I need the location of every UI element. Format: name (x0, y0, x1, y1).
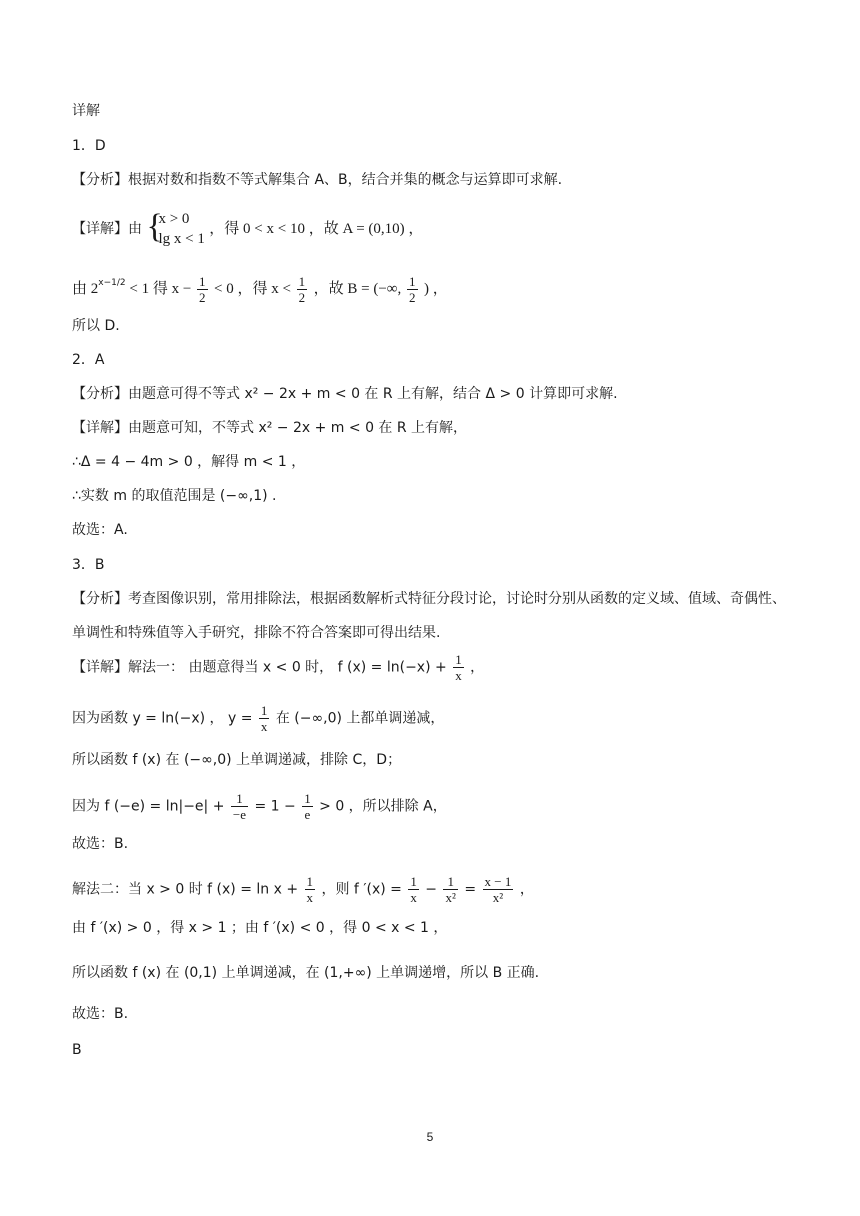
q1-l2-c: < 0 ，得 x < (214, 281, 295, 297)
q3-m2-l1-e: ， (519, 881, 534, 898)
q3-m2-line1 (72, 874, 534, 905)
fraction-half: $\frac{1}{2}$ (409, 273, 416, 305)
q1-l2-e: ) ， (423, 281, 448, 297)
q1-l2-b: < 1 得 x − (125, 281, 196, 297)
brace: { (146, 208, 163, 245)
q3-m1-l4-c: > 0 ，所以排除 A， (319, 798, 447, 815)
fraction-one-over-x: $\frac{1}{x}$ (260, 703, 268, 734)
q2-detail: 【详解】由题意可知，不等式 x² − 2x + m < 0 在 R 上有解， (72, 420, 468, 436)
fraction-one-over-x: $\frac{1}{x}$ (455, 652, 462, 683)
heading: 详解 (72, 103, 100, 119)
q1-detail-line1 (72, 209, 423, 249)
q2-choice: 故选：A. (72, 522, 128, 538)
q3-m2-l1-a: 解法二：当 x > 0 时 f (x) = ln x + (72, 881, 303, 898)
q3-answer: B (72, 1042, 82, 1058)
q1-conclusion: 所以 D. (72, 318, 120, 334)
q3-number: 3．B (72, 557, 105, 573)
fraction-one-over-x-squared: $\frac{1}{\text{x²}}$ (445, 874, 456, 905)
q1-sys-line1: x > 0 (158, 211, 190, 227)
q1-analysis: 【分析】根据对数和指数不等式解集合 A、B，结合并集的概念与运算即可求解. (72, 172, 563, 188)
q3-m1-choice: 故选：B. (72, 836, 129, 852)
q1-l2-d: ，故 B = (−∞, (313, 281, 405, 297)
q3-m1-line2 (72, 703, 444, 734)
q3-m2-line2: 由 f ′(x) > 0 ，得 x > 1 ；由 f ′(x) < 0 ，得 0 < x < 1 ， (72, 920, 448, 936)
fraction-one-over-neg-e: $\frac{1}{-e}$ (232, 791, 247, 822)
q3-m2-choice: 故选：B. (72, 1006, 129, 1022)
q3-m1-line4 (72, 791, 447, 822)
q2-number: 2．A (72, 352, 105, 368)
q3-m1-l4-b: = 1 − (254, 798, 301, 815)
fraction-one-over-e: $\frac{1}{e}$ (304, 791, 311, 822)
q1-detail-prefix: 【详解】由 (72, 221, 142, 237)
page-number: 5 (426, 1130, 434, 1144)
q1-l2-exponent: x−1/2 (98, 278, 126, 288)
q2-analysis: 【分析】由题意可得不等式 x² − 2x + m < 0 在 R 上有解，结合 Δ > 0 计算即可求解. (72, 386, 618, 402)
q1-number: 1．D (72, 138, 106, 154)
q3-m2-l1-c: − (425, 881, 442, 898)
q2-step1: ∴Δ = 4 − 4m > 0 ，解得 m < 1 ， (72, 454, 306, 470)
fraction-one-over-x: $\frac{1}{x}$ (410, 874, 417, 905)
fraction-x-minus-1-over-x-squared: $\frac{x - 1}{\text{x²}}$ (484, 874, 512, 905)
q1-l2-a: 由 2 (72, 281, 99, 297)
q3-m2-line3: 所以函数 f (x) 在 (0,1) 上单调递减，在 (1,+∞) 上单调递增，所以 B 正确. (72, 965, 540, 981)
q3-m1-l2-a: 因为函数 y = ln(−x) ， y = (72, 710, 257, 727)
q2-step2: ∴实数 m 的取值范围是 (−∞,1) . (72, 488, 277, 504)
fraction-one-over-x: $\frac{1}{x}$ (306, 874, 314, 905)
q3-m1-prefix: 【详解】解法一： 由题意得当 x < 0 时， f (x) = ln(−x) + (72, 659, 452, 676)
q3-m2-l1-d: = (464, 881, 481, 898)
q3-analysis: 【分析】考查图像识别，常用排除法，根据函数解析式特征分段讨论，讨论时分别从函数的定义域、值域、奇偶性、单调性和特殊值等入手研究，排除不符合答案即可得出结果. (72, 591, 786, 641)
q1-detail-line2 (72, 273, 448, 305)
q1-sys-line2: lg x < 1 (158, 231, 205, 247)
q1-system (146, 209, 204, 249)
q3-m1-l4-a: 因为 f (−e) = ln|−e| + (72, 798, 229, 815)
q3-m1-l2-b: 在 (−∞,0) 上都单调递减， (275, 710, 445, 727)
q3-m1-line3: 所以函数 f (x) 在 (−∞,0) 上单调递减，排除 C，D； (72, 752, 402, 768)
q1-detail-rest: ，得 0 < x < 10 ，故 A = (0,10) ， (209, 221, 424, 237)
fraction-half: $\frac{1}{2}$ (298, 273, 306, 305)
q3-m1-line1 (72, 652, 484, 683)
q3-m2-l1-b: ，则 f ′(x) = (321, 881, 407, 898)
comma: ， (470, 659, 485, 676)
fraction-half: $\frac{1}{2}$ (199, 273, 206, 305)
